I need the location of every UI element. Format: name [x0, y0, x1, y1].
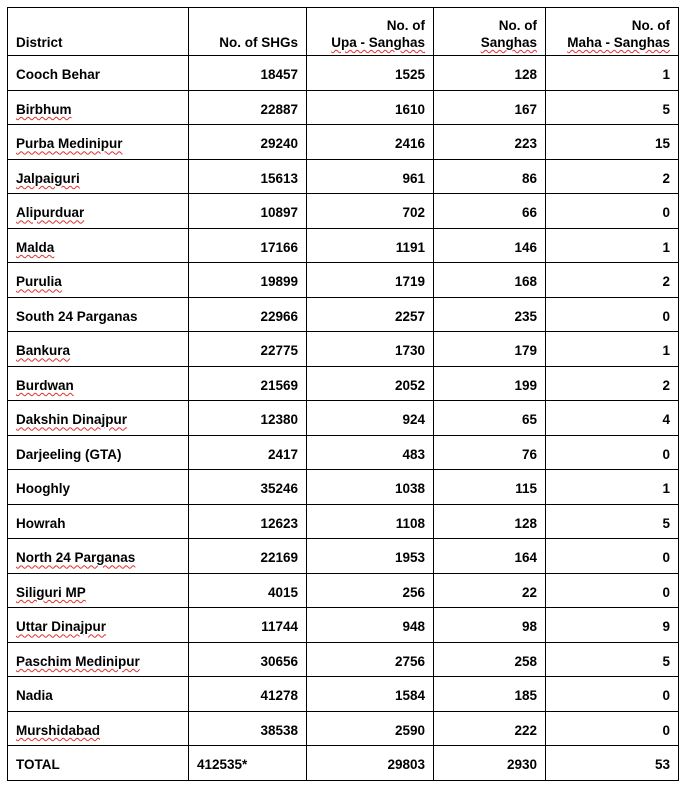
district-name: Alipurduar — [16, 205, 85, 221]
maha-sanghas-cell: 5 — [546, 504, 679, 539]
table-row — [8, 228, 679, 263]
sanghas-cell: 66 — [434, 194, 546, 229]
shgs-cell: 38538 — [189, 711, 307, 746]
shgs-cell: 29240 — [189, 125, 307, 160]
table-row — [8, 677, 679, 712]
sanghas-cell: 185 — [434, 677, 546, 712]
district-cell — [8, 642, 189, 677]
shgs-cell: 21569 — [189, 366, 307, 401]
total-row — [8, 746, 679, 781]
shgs-cell: 12623 — [189, 504, 307, 539]
table-row — [8, 159, 679, 194]
table-row — [8, 539, 679, 574]
table-row — [8, 608, 679, 643]
maha-sanghas-cell: 2 — [546, 366, 679, 401]
header-row — [8, 8, 679, 56]
district-cell — [8, 90, 189, 125]
table-row — [8, 642, 679, 677]
district-name: North 24 Parganas — [16, 550, 136, 566]
header-shgs-label: No. of SHGs — [219, 35, 298, 50]
table-row — [8, 711, 679, 746]
shgs-cell: 18457 — [189, 56, 307, 91]
maha-sanghas-cell: 0 — [546, 573, 679, 608]
district-cell — [8, 366, 189, 401]
maha-sanghas-cell: 0 — [546, 711, 679, 746]
upa-sanghas-cell: 1719 — [307, 263, 434, 298]
shgs-cell: 4015 — [189, 573, 307, 608]
shgs-cell: 11744 — [189, 608, 307, 643]
district-name: Jalpaiguri — [16, 170, 80, 186]
header-maha-line2: Maha - Sanghas — [567, 35, 670, 50]
sanghas-cell: 128 — [434, 56, 546, 91]
district-name: Purulia — [16, 274, 62, 290]
header-district — [8, 8, 189, 56]
upa-sanghas-cell: 256 — [307, 573, 434, 608]
district-shg-table — [7, 7, 679, 781]
sanghas-cell: 164 — [434, 539, 546, 574]
upa-sanghas-cell: 2052 — [307, 366, 434, 401]
district-cell — [8, 573, 189, 608]
sanghas-cell: 222 — [434, 711, 546, 746]
table-row — [8, 366, 679, 401]
upa-sanghas-cell: 948 — [307, 608, 434, 643]
table-row — [8, 573, 679, 608]
header-sanghas-line1: No. of — [498, 18, 537, 33]
district-name: Howrah — [16, 515, 66, 531]
table-row — [8, 263, 679, 298]
district-cell — [8, 194, 189, 229]
maha-sanghas-cell: 2 — [546, 159, 679, 194]
upa-sanghas-cell: 702 — [307, 194, 434, 229]
header-district-label: District — [16, 35, 63, 50]
sanghas-cell: 86 — [434, 159, 546, 194]
district-name: Uttar Dinajpur — [16, 619, 107, 635]
upa-sanghas-cell: 2257 — [307, 297, 434, 332]
sanghas-cell: 22 — [434, 573, 546, 608]
district-name: Birbhum — [16, 101, 72, 117]
total-label: TOTAL — [8, 746, 189, 781]
sanghas-cell: 199 — [434, 366, 546, 401]
district-name: Murshidabad — [16, 722, 101, 738]
header-sanghas-line2: Sanghas — [480, 35, 537, 50]
upa-sanghas-cell: 1038 — [307, 470, 434, 505]
sanghas-cell: 128 — [434, 504, 546, 539]
district-cell — [8, 435, 189, 470]
maha-sanghas-cell: 5 — [546, 90, 679, 125]
district-cell — [8, 159, 189, 194]
upa-sanghas-cell: 1953 — [307, 539, 434, 574]
table-row — [8, 90, 679, 125]
maha-sanghas-cell: 15 — [546, 125, 679, 160]
table-row — [8, 401, 679, 436]
header-shgs — [189, 8, 307, 56]
sanghas-cell: 223 — [434, 125, 546, 160]
district-name: Malda — [16, 239, 55, 255]
header-upa-sanghas — [307, 8, 434, 56]
table-row — [8, 435, 679, 470]
table-row — [8, 297, 679, 332]
upa-sanghas-cell: 483 — [307, 435, 434, 470]
district-cell — [8, 677, 189, 712]
district-name: Dakshin Dinajpur — [16, 412, 128, 428]
district-cell — [8, 504, 189, 539]
maha-sanghas-cell: 1 — [546, 332, 679, 367]
table-row — [8, 194, 679, 229]
district-name: Bankura — [16, 343, 71, 359]
sanghas-cell: 179 — [434, 332, 546, 367]
district-cell — [8, 263, 189, 298]
header-maha-line1: No. of — [631, 18, 670, 33]
district-cell — [8, 470, 189, 505]
sanghas-cell: 167 — [434, 90, 546, 125]
district-cell — [8, 539, 189, 574]
upa-sanghas-cell: 961 — [307, 159, 434, 194]
shgs-cell: 22887 — [189, 90, 307, 125]
shgs-cell: 35246 — [189, 470, 307, 505]
table-row — [8, 504, 679, 539]
district-name: Purba Medinipur — [16, 136, 123, 152]
table-row — [8, 125, 679, 160]
upa-sanghas-cell: 2590 — [307, 711, 434, 746]
shgs-cell: 12380 — [189, 401, 307, 436]
district-name: Darjeeling (GTA) — [16, 446, 122, 462]
shgs-cell: 17166 — [189, 228, 307, 263]
shgs-cell: 15613 — [189, 159, 307, 194]
shgs-cell: 22966 — [189, 297, 307, 332]
shgs-cell: 2417 — [189, 435, 307, 470]
shgs-cell: 22169 — [189, 539, 307, 574]
maha-sanghas-cell: 1 — [546, 470, 679, 505]
district-name: Paschim Medinipur — [16, 653, 140, 669]
upa-sanghas-cell: 2756 — [307, 642, 434, 677]
district-cell — [8, 297, 189, 332]
district-name: Siliguri MP — [16, 584, 86, 600]
sanghas-cell: 115 — [434, 470, 546, 505]
district-cell — [8, 228, 189, 263]
sanghas-cell: 98 — [434, 608, 546, 643]
upa-sanghas-cell: 1610 — [307, 90, 434, 125]
sanghas-cell: 258 — [434, 642, 546, 677]
total-shgs: 412535* — [189, 746, 307, 781]
shgs-cell: 19899 — [189, 263, 307, 298]
district-name: Hooghly — [16, 481, 70, 497]
shgs-cell: 22775 — [189, 332, 307, 367]
maha-sanghas-cell: 1 — [546, 56, 679, 91]
district-cell — [8, 711, 189, 746]
upa-sanghas-cell: 1525 — [307, 56, 434, 91]
header-upa-line2: Upa - Sanghas — [331, 35, 425, 50]
district-cell — [8, 608, 189, 643]
header-maha-sanghas — [546, 8, 679, 56]
shgs-cell: 41278 — [189, 677, 307, 712]
upa-sanghas-cell: 1730 — [307, 332, 434, 367]
header-upa-line1: No. of — [386, 18, 425, 33]
total-upa: 29803 — [307, 746, 434, 781]
upa-sanghas-cell: 1191 — [307, 228, 434, 263]
sanghas-cell: 65 — [434, 401, 546, 436]
table-body — [8, 56, 679, 746]
district-name: Nadia — [16, 688, 53, 704]
district-cell — [8, 332, 189, 367]
maha-sanghas-cell: 5 — [546, 642, 679, 677]
upa-sanghas-cell: 1584 — [307, 677, 434, 712]
header-sanghas — [434, 8, 546, 56]
table-row — [8, 470, 679, 505]
maha-sanghas-cell: 0 — [546, 435, 679, 470]
table-row — [8, 332, 679, 367]
district-name: Burdwan — [16, 377, 74, 393]
district-cell — [8, 401, 189, 436]
sanghas-cell: 235 — [434, 297, 546, 332]
total-maha: 53 — [546, 746, 679, 781]
maha-sanghas-cell: 1 — [546, 228, 679, 263]
maha-sanghas-cell: 2 — [546, 263, 679, 298]
sanghas-cell: 168 — [434, 263, 546, 298]
sanghas-cell: 76 — [434, 435, 546, 470]
upa-sanghas-cell: 1108 — [307, 504, 434, 539]
maha-sanghas-cell: 0 — [546, 539, 679, 574]
district-cell — [8, 56, 189, 91]
shgs-cell: 30656 — [189, 642, 307, 677]
maha-sanghas-cell: 0 — [546, 297, 679, 332]
upa-sanghas-cell: 924 — [307, 401, 434, 436]
district-cell — [8, 125, 189, 160]
total-sanghas: 2930 — [434, 746, 546, 781]
maha-sanghas-cell: 0 — [546, 194, 679, 229]
district-name: Cooch Behar — [16, 67, 101, 83]
upa-sanghas-cell: 2416 — [307, 125, 434, 160]
maha-sanghas-cell: 4 — [546, 401, 679, 436]
maha-sanghas-cell: 0 — [546, 677, 679, 712]
district-name: South 24 Parganas — [16, 308, 138, 324]
sanghas-cell: 146 — [434, 228, 546, 263]
table-row — [8, 56, 679, 91]
shgs-cell: 10897 — [189, 194, 307, 229]
maha-sanghas-cell: 9 — [546, 608, 679, 643]
